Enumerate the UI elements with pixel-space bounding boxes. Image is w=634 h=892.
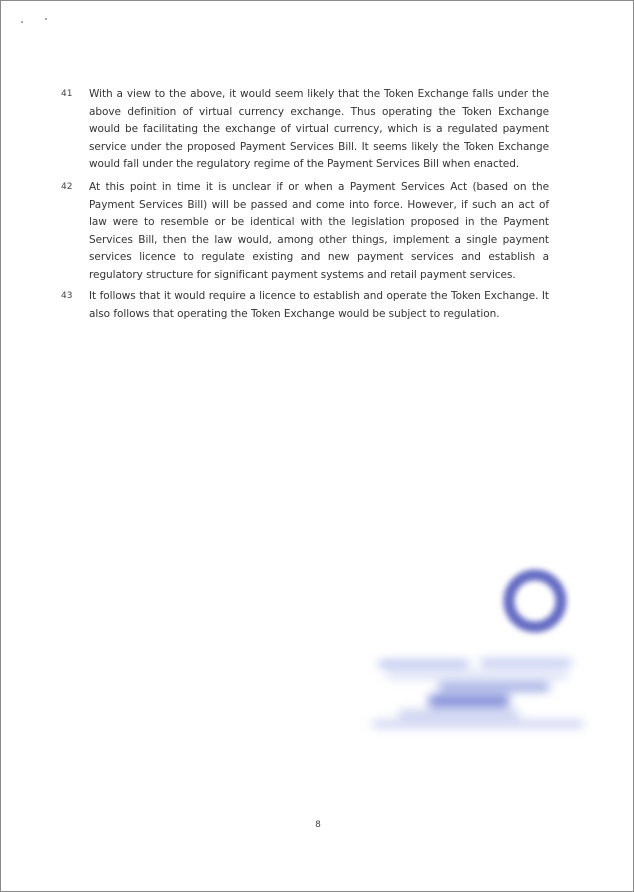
signature-block [369, 653, 589, 743]
page-number: 8 [315, 820, 321, 830]
paragraph-41 [61, 86, 549, 174]
paragraph-number: 42 [61, 182, 73, 192]
paragraph-number: 41 [61, 89, 73, 99]
scan-speck [21, 21, 23, 23]
paragraph-text: At this point in time it is unclear if or when a Payment Services Act (based on the Payment Services Bill) will be passed and come into force. However, if such an act of law were to resemble or be identical with the legislation proposed in the Payment Services Bill, then the law would, among other things, implement a single payment services licence to regulate existing and new payment services and establish a regulatory structure for significant payment systems and retail payment services. [89, 181, 549, 281]
paragraph-number: 43 [61, 291, 73, 301]
seal-stamp-icon [503, 569, 567, 633]
paragraph-text: It follows that it would require a licence to establish and operate the Token Exchange. It also follows that operating the Token Exchange would be subject to regulation. [89, 290, 549, 320]
paragraph-43 [61, 288, 549, 323]
scan-speck [45, 18, 47, 20]
paragraph-42 [61, 179, 549, 284]
paragraph-text: With a view to the above, it would seem likely that the Token Exchange falls under the above definition of virtual currency exchange. Thus operating the Token Exchange would be facilitating the exchange of virtual currency, which is a regulated payment service under the proposed Payment Services Bill. It seems likely the Token Exchange would fall under the regulatory regime of the Payment Services Bill when enacted. [89, 88, 549, 170]
